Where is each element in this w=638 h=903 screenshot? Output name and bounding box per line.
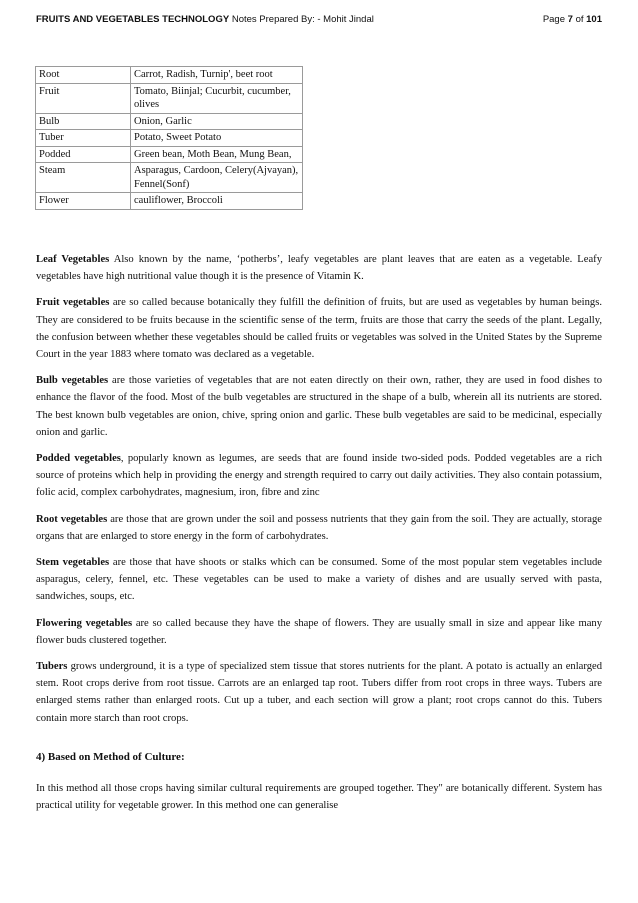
term: Tubers	[36, 661, 68, 673]
vegetable-descriptions	[36, 251, 602, 823]
paragraph-text: are so called because botanically they fulfill the definition of fruits, but are used as vegetables by human beings. They are considered to be fruits because in the scientific sense of the term, fruits are those that carry the seeds of the plant. Legally, the confusion between whether these vegetables should be called fruits or vegetables was solved in the United States by the Supreme Court in the year 1883 where tomato was declared as a vegetable.	[36, 297, 602, 361]
table-cell-examples: Green bean, Moth Bean, Mung Bean,	[131, 146, 303, 163]
paragraph-root-vegetables	[36, 511, 602, 545]
table-cell-examples: Carrot, Radish, Turnip', beet root	[131, 67, 303, 84]
table-cell-examples: Tomato, Biinjal; Cucurbit, cucumber, olives	[131, 83, 303, 113]
table-cell-type: Tuber	[36, 130, 131, 147]
table-cell-examples: cauliflower, Broccoli	[131, 193, 303, 210]
table-row	[36, 113, 303, 130]
paragraph-tubers	[36, 658, 602, 727]
paragraph-text: are those varieties of vegetables that are not eaten directly on their own, rather, they are used in food dishes to enhance the flavor of the food. Most of the bulb vegetables are structured in the shape of a bulb, wherein all its nutrients are stored. The best known bulb vegetables are onion, chive, spring onion and garlic. These bulb vegetables are said to be medicinal, especially onion and garlic.	[36, 375, 602, 438]
table-cell-type: Fruit	[36, 83, 131, 113]
table-row	[36, 83, 303, 113]
table-cell-type: Flower	[36, 193, 131, 210]
page-number	[543, 14, 602, 25]
paragraph-bulb-vegetables	[36, 372, 602, 441]
paragraph-fruit-vegetables	[36, 294, 602, 363]
term: Root vegetables	[36, 513, 108, 525]
table-cell-type: Root	[36, 67, 131, 84]
paragraph-podded-vegetables	[36, 450, 602, 502]
paragraph-text: are those that have shoots or stalks which can be consumed. Some of the most popular stem vegetables include asparagus, celery, fennel, etc. These vegetables can be used to make a variety of dishes and are usually served with pasta, sandwiches, soups, etc.	[36, 557, 603, 603]
paragraph-text: are so called because they have the shape of flowers. They are usually small in size and appear like many flower buds clustered together.	[36, 617, 602, 646]
paragraph-text: grows underground, it is a type of specialized stem tissue that stores nutrients for the plant. A potato is actually an enlarged stem. Root crops derive from root tissue. Carrots are an enlarged tap root. Tubers differ from root crops in three ways. Tubers are enlarged stems rather than enlarged roots. Cut up a tuber, and each section will grow a plant; root crops cannot do this. Tubers contain more starch than root crops.	[36, 661, 602, 724]
table-row	[36, 130, 303, 147]
page-of: of	[572, 14, 587, 25]
paragraph-stem-vegetables	[36, 554, 602, 606]
term: Leaf Vegetables	[36, 254, 110, 265]
table-cell-examples: Onion, Garlic	[131, 113, 303, 130]
document-title: FRUITS AND VEGETABLES TECHNOLOGY	[36, 14, 230, 25]
header-author: Notes Prepared By: - Mohit Jindal	[229, 14, 374, 25]
table-row	[36, 146, 303, 163]
table-cell-type: Podded	[36, 146, 131, 163]
table-cell-examples: Asparagus, Cardoon, Celery(Ajvayan), Fennel(Sonf)	[131, 163, 303, 193]
paragraph-text: , popularly known as legumes, are seeds that are found inside two-sided pods. Podded vegetables are a rich source of proteins which help in providing the energy and strength required to carry out daily activities. They also contain potassium, folic acid, complex carbohydrates, magnesium, iron, fibre and zinc	[36, 453, 603, 499]
page-header	[36, 14, 602, 30]
section-paragraph: In this method all those crops having similar cultural requirements are grouped together. They" are botanically different. System has practical utility for vegetable grower. In this method one can generalise	[36, 783, 602, 812]
paragraph-text: Also known by the name, ‘potherbs’, leafy vegetables are plant leaves that are eaten as a vegetable. Leafy vegetables have high nutritional value though it is the presence of Vitamin K.	[36, 254, 602, 283]
table-cell-examples: Potato, Sweet Potato	[131, 130, 303, 147]
section-heading: 4) Based on Method of Culture:	[36, 750, 185, 763]
term: Podded vegetables	[36, 453, 121, 465]
term: Stem vegetables	[36, 557, 110, 569]
term: Fruit vegetables	[36, 297, 110, 309]
table-cell-type: Bulb	[36, 113, 131, 130]
paragraph-flowering-vegetables	[36, 615, 602, 649]
term: Bulb vegetables	[36, 375, 109, 387]
page-label: Page	[542, 14, 568, 25]
page-current: 7	[567, 14, 573, 25]
vegetable-classification-table	[35, 66, 303, 210]
table-row	[36, 193, 303, 210]
table-row	[36, 163, 303, 193]
page-total: 101	[586, 14, 602, 25]
paragraph-text: are those that are grown under the soil and possess nutrients that they gain from the soil. They are actually, storage organs that are enlarged to store energy in the form of carbohydrates.	[36, 513, 603, 542]
table-row	[36, 67, 303, 84]
header-title	[36, 14, 374, 25]
paragraph-leaf-vegetables	[36, 251, 602, 285]
term: Flowering vegetables	[36, 617, 133, 629]
table-cell-type: Steam	[36, 163, 131, 193]
